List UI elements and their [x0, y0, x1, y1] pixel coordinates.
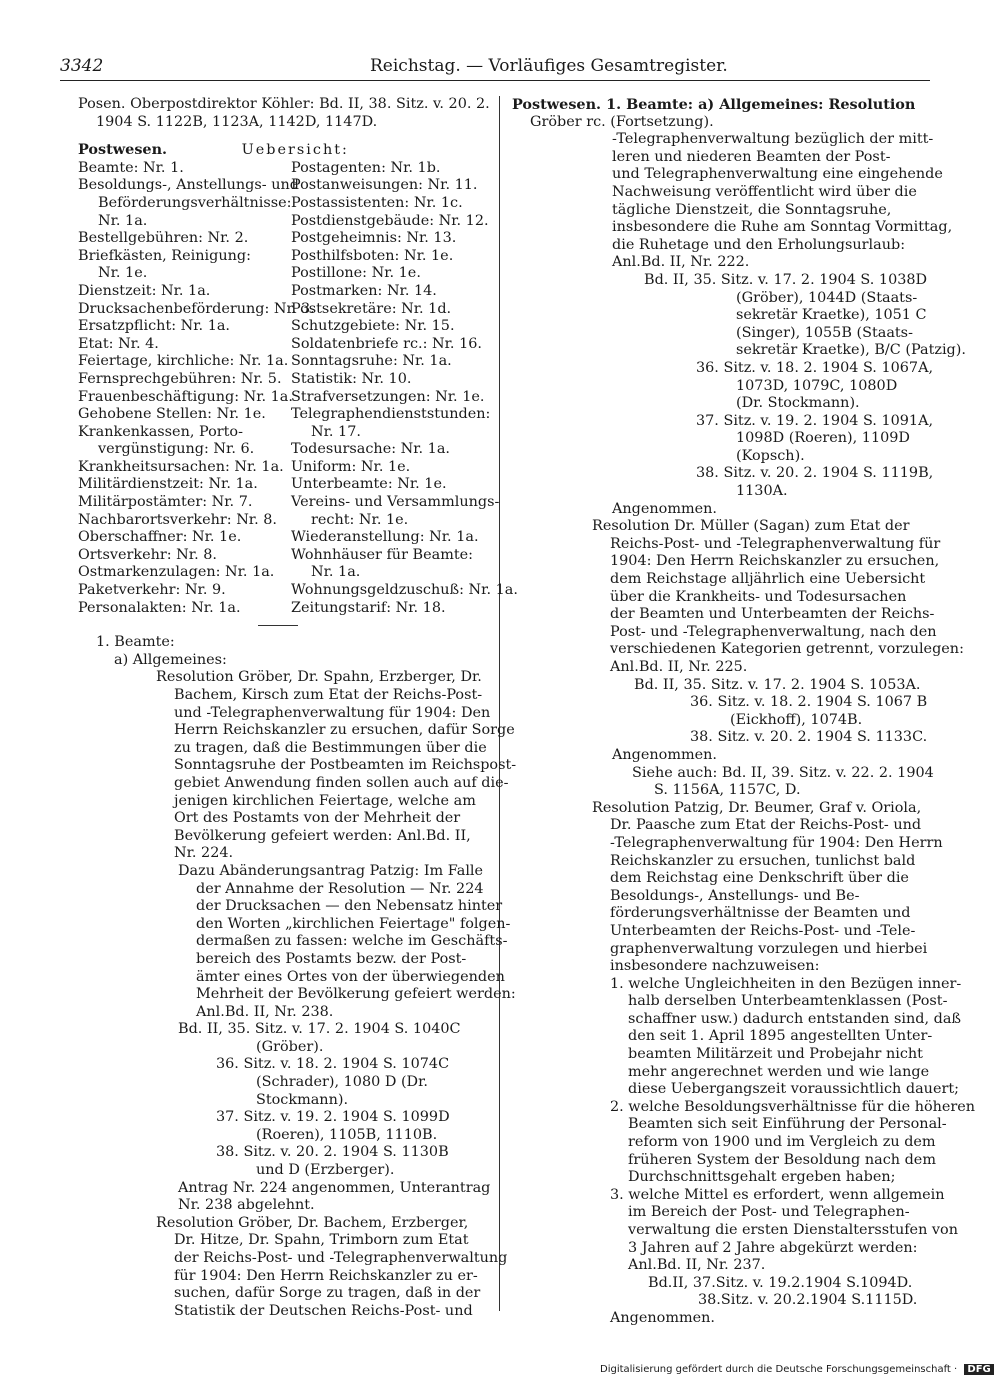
continuation-heading: Gröber rc. (Fortsetzung). [530, 113, 714, 130]
reference-line: 1098D (Roeren), 1109D [736, 430, 910, 447]
text-line: -Telegraphenverwaltung bezüglich der mitt- [612, 131, 934, 148]
outcome-line: Antrag Nr. 224 angenommen, Unterantrag [178, 1179, 491, 1196]
index-entry: Nr. 1a. [98, 212, 148, 229]
uebersicht-label: Uebersicht: [241, 142, 349, 159]
reference-line: (Roeren), 1105B, 1110B. [256, 1126, 438, 1143]
index-entry: Feiertage, kirchliche: Nr. 1a. [78, 353, 289, 370]
index-entry: Postagenten: Nr. 1b. [291, 159, 441, 176]
index-entry: Ersatzpflicht: Nr. 1a. [78, 318, 231, 335]
outcome-note: Angenommen. [610, 1309, 715, 1326]
reference-line: (Gröber). [256, 1038, 324, 1055]
item-line: 3 Jahren auf 2 Jahre abgekürzt werden: [628, 1239, 918, 1256]
index-entry: Uniform: Nr. 1e. [291, 458, 411, 475]
page-number: 3342 [60, 56, 104, 76]
index-entry: recht: Nr. 1e. [311, 511, 409, 528]
item-line: diese Uebergangszeit voraussichtlich dauert; [628, 1081, 959, 1098]
resolution-line: der Beamten und Unterbeamten der Reichs- [610, 606, 935, 623]
item-line: Beamten sich seit Einführung der Personal- [628, 1116, 947, 1133]
index-entry: Postassistenten: Nr. 1c. [291, 194, 463, 211]
section-heading: 1. Beamte: [96, 634, 175, 651]
amendment-line: bereich des Postamts bezw. der Post- [196, 950, 467, 967]
outcome-line: Nr. 238 abgelehnt. [178, 1197, 315, 1214]
reference-line: sekretär Kraetke), 1051 C [736, 307, 927, 324]
session-references [512, 677, 930, 747]
index-entry: Wohnhäuser für Beamte: [291, 546, 473, 563]
amendment-patzig [78, 862, 516, 1021]
uebersicht-index [78, 159, 518, 617]
index-entry: Postillone: Nr. 1e. [291, 265, 421, 282]
index-entry: Fernsprechgebühren: Nr. 5. [78, 370, 282, 387]
reference-line: 38. Sitz. v. 20. 2. 1904 S. 1130B [216, 1144, 449, 1161]
index-entry: Ortsverkehr: Nr. 8. [78, 546, 217, 563]
resolution-line: Reichskanzler zu ersuchen, tunlichst bald [610, 852, 916, 869]
index-entry: Krankenkassen, Porto- [78, 423, 243, 440]
resolution-line: suchen, dafür Sorge zu tragen, daß in der [174, 1285, 481, 1302]
outcome-note [78, 1179, 491, 1215]
posen-line: Posen. Oberpostdirektor Köhler: Bd. II, 38. Sitz. v. 20. 2. [78, 96, 490, 112]
resolution-line: über die Krankheits- und Todesursachen [610, 588, 907, 605]
reference-line: (Dr. Stockmann). [736, 395, 860, 412]
index-entry: Militärdienstzeit: Nr. 1a. [78, 476, 258, 493]
index-entry: Ostmarkenzulagen: Nr. 1a. [78, 564, 275, 581]
text-line: die Ruhetage und den Erholungsurlaub: [612, 236, 906, 253]
resolution-line: förderungsverhältnisse der Beamten und [610, 905, 911, 922]
posen-line: 1904 S. 1122B, 1123A, 1142D, 1147D. [96, 113, 378, 130]
reference-line: 38. Sitz. v. 20. 2. 1904 S. 1119B, [696, 465, 934, 482]
resolution-line: Resolution Gröber, Dr. Spahn, Erzberger, Dr. [156, 669, 482, 686]
outcome-note: Angenommen. [612, 746, 717, 763]
reference-line: (Singer), 1055B (Staats- [736, 324, 913, 341]
index-entry: vergünstigung: Nr. 6. [98, 441, 255, 458]
resolution-line: für 1904: Den Herrn Reichskanzler zu er- [174, 1267, 478, 1284]
index-entry: Gehobene Stellen: Nr. 1e. [78, 406, 266, 423]
reference-line: und D (Erzberger). [256, 1162, 395, 1179]
item-line: reform von 1900 und im Vergleich zu dem [628, 1134, 936, 1151]
resolution-line: Anl.Bd. II, Nr. 225. [610, 659, 748, 675]
column-divider [499, 96, 500, 1311]
resolution-line: Resolution Patzig, Dr. Beumer, Graf v. Oriola, [592, 799, 922, 816]
posen-entry [78, 96, 488, 131]
reference-line: (Kopsch). [736, 447, 805, 464]
reference-line: (Eickhoff), 1074B. [730, 711, 863, 728]
resolution-line: dem Reichstage alljährlich eine Uebersicht [610, 571, 926, 588]
index-entry: Drucksachenbeförderung: Nr. 3. [78, 300, 315, 317]
resolution-line: gebiet Anwendung finden sollen auch auf die- [174, 774, 509, 791]
reference-line: 36. Sitz. v. 18. 2. 1904 S. 1067 B [690, 694, 928, 711]
reference-line: 36. Sitz. v. 18. 2. 1904 S. 1067A, [696, 359, 934, 376]
resolution-line: -Telegraphenverwaltung für 1904: Den Herrn [610, 834, 943, 851]
item-line: Durchschnittsgehalt ergeben haben; [628, 1169, 896, 1186]
resolution-line: verschiedenen Kategorien getrennt, vorzulegen: [610, 641, 964, 658]
resolution-line: Unterbeamten der Reichs-Post- und -Tele- [610, 922, 916, 939]
index-entry: Oberschaffner: Nr. 1e. [78, 529, 242, 546]
index-entry: Posthilfsboten: Nr. 1e. [291, 247, 454, 264]
index-entry: Schutzgebiete: Nr. 15. [291, 318, 455, 335]
reference-line: Bd.II, 37.Sitz. v. 19.2.1904 S.1094D. [648, 1274, 913, 1291]
see-also-line: S. 1156A, 1157C, D. [654, 782, 801, 799]
index-entry: Nachbarortsverkehr: Nr. 8. [78, 511, 277, 528]
index-entry: Nr. 1e. [98, 265, 148, 282]
text-line: leren und niederen Beamten der Post- [612, 148, 891, 165]
reference-line: Bd. II, 35. Sitz. v. 17. 2. 1904 S. 1040C [178, 1021, 461, 1038]
postwesen-heading: Postwesen. [78, 141, 168, 159]
resolution-line: Bachem, Kirsch zum Etat der Reichs-Post- [174, 687, 483, 703]
text-line: Anl.Bd. II, Nr. 222. [612, 254, 750, 271]
index-entry: Soldatenbriefe rc.: Nr. 16. [291, 335, 482, 352]
index-entry: Beförderungsverhältnisse: [98, 194, 292, 211]
left-column [78, 96, 518, 1320]
index-entry: Wiederanstellung: Nr. 1a. [291, 529, 479, 546]
session-references [512, 271, 966, 501]
see-also [512, 764, 934, 800]
reference-line: 1073D, 1079C, 1080D [736, 377, 898, 394]
see-also-line: Siehe auch: Bd. II, 39. Sitz. v. 22. 2. 1904 [632, 764, 934, 781]
reference-line: Bd. II, 35. Sitz. v. 17. 2. 1904 S. 1038D [644, 271, 928, 288]
index-entry: Dienstzeit: Nr. 1a. [78, 282, 211, 299]
page-header [60, 56, 940, 82]
amendment-line: den Worten „kirchlichen Feiertage" folgen- [196, 915, 511, 932]
resolution-line: Reichs-Post- und -Telegraphenverwaltung für [610, 535, 941, 552]
resolution-line: Statistik der Deutschen Reichs-Post- und [174, 1302, 473, 1319]
index-entry: Krankheitsursachen: Nr. 1a. [78, 458, 284, 475]
text-line: tägliche Dienstzeit, die Sonntagsruhe, [612, 201, 892, 218]
index-entry: Briefkästen, Reinigung: [78, 247, 251, 264]
text-line: Nachweisung veröffentlicht wird über die [612, 183, 917, 200]
item-line: 1. welche Ungleichheiten in den Bezügen inner- [610, 975, 962, 992]
resolution-line: insbesondere nachzuweisen: [610, 958, 820, 975]
item-line: im Bereich der Post- und Telegraphen- [628, 1204, 910, 1221]
reference-line: 1130A. [736, 483, 788, 500]
amendment-line: der Drucksachen — den Nebensatz hinter [196, 898, 503, 915]
index-entry: Etat: Nr. 4. [78, 335, 159, 352]
index-entry: Vereins- und Versammlungs- [291, 494, 500, 511]
reference-line: Bd. II, 35. Sitz. v. 17. 2. 1904 S. 1053A. [634, 676, 921, 693]
resolution-line: jenigen kirchlichen Feiertage, welche am [174, 792, 476, 809]
running-head: Reichstag. — Vorläufiges Gesamtregister. [370, 56, 728, 76]
resolution-patzig [512, 799, 943, 976]
index-entry: Strafversetzungen: Nr. 1e. [291, 388, 485, 405]
reference-line: (Gröber), 1044D (Staats- [736, 289, 918, 306]
footer-text: Digitalisierung gefördert durch die Deutsche Forschungsgemeinschaft · [600, 1364, 958, 1375]
item-line: 2. welche Besoldungsverhältnisse für die höheren [610, 1098, 976, 1115]
resolution-line: Besoldungs-, Anstellungs- und Be- [610, 887, 860, 904]
index-entry: Wohnungsgeldzuschuß: Nr. 1a. [291, 582, 518, 599]
reference-line: sekretär Kraetke), B/C (Patzig). [736, 342, 966, 359]
dfg-logo: DFG [964, 1364, 993, 1375]
resolution-line: Dr. Paasche zum Etat der Reichs-Post- und [610, 817, 922, 834]
reference-line: 38. Sitz. v. 20. 2. 1904 S. 1133C. [690, 729, 928, 746]
text-line: insbesondere die Ruhe am Sonntag Vormittag, [612, 219, 953, 236]
resolution-line: Dr. Hitze, Dr. Spahn, Trimborn zum Etat [174, 1232, 469, 1249]
index-entry: Militärpostämter: Nr. 7. [78, 494, 253, 511]
item-line: den seit 1. April 1895 angestellten Unter- [628, 1028, 933, 1045]
subsection-heading: a) Allgemeines: [114, 651, 227, 668]
resolution-line: Bevölkerung gefeiert werden: Anl.Bd. II, [174, 827, 471, 844]
resolution-line: zu tragen, daß die Bestimmungen über die [174, 739, 487, 756]
index-entry: Sonntagsruhe: Nr. 1a. [291, 353, 452, 370]
reference-line: (Schrader), 1080 D (Dr. [256, 1074, 428, 1091]
digitization-footer [600, 1364, 991, 1378]
text-line: und Telegraphenverwaltung eine eingehende [612, 166, 943, 183]
session-references [512, 1275, 930, 1310]
index-entry: Beamte: Nr. 1. [78, 159, 184, 176]
index-entry: Telegraphendienststunden: [291, 406, 491, 423]
amendment-line: Mehrheit der Bevölkerung gefeiert werden: [196, 986, 516, 1003]
numbered-item [512, 975, 962, 1099]
resolution-groeber-sonntagsruhe [78, 669, 517, 863]
item-line: früheren System der Besoldung nach dem [628, 1151, 936, 1168]
resolution-line: Sonntagsruhe der Postbeamten im Reichspost- [174, 757, 517, 774]
index-entry: Frauenbeschäftigung: Nr. 1a. [78, 388, 293, 405]
amendment-line: der Annahme der Resolution — Nr. 224 [196, 880, 484, 897]
resolution-groeber-statistik [78, 1214, 508, 1321]
index-entry: Besoldungs-, Anstellungs- und [78, 177, 299, 194]
item-line: schaffner usw.) dadurch entstanden sind, daß [628, 1010, 962, 1027]
reference-line: 36. Sitz. v. 18. 2. 1904 S. 1074C [216, 1056, 450, 1073]
reference-line: 37. Sitz. v. 19. 2. 1904 S. 1099D [216, 1109, 450, 1126]
index-entry: Unterbeamte: Nr. 1e. [291, 476, 447, 493]
amendment-line: ämter eines Ortes von der überwiegenden [196, 968, 505, 985]
numbered-item [512, 1098, 976, 1187]
continuation-text [512, 131, 953, 272]
index-entry: Todesursache: Nr. 1a. [291, 441, 450, 458]
outcome-note: Angenommen. [612, 500, 717, 517]
session-references [78, 1021, 488, 1179]
resolution-line: Herrn Reichskanzler zu ersuchen, dafür Sorge [174, 722, 515, 739]
reference-line: 38.Sitz. v. 20.2.1904 S.1115D. [698, 1292, 918, 1309]
index-entry: Nr. 17. [311, 423, 361, 440]
resolution-line: Resolution Gröber, Dr. Bachem, Erzberger, [156, 1214, 469, 1231]
resolution-line: Resolution Dr. Müller (Sagan) zum Etat der [592, 518, 910, 535]
resolution-line: dem Reichstag eine Denkschrift über die [610, 870, 909, 887]
index-entry: Postsekretäre: Nr. 1d. [291, 300, 452, 317]
amendment-line: dermaßen zu fassen: welche im Geschäfts- [196, 933, 508, 950]
section-divider [258, 625, 298, 626]
resolution-line: der Reichs-Post- und -Telegraphenverwaltung [174, 1250, 508, 1266]
resolution-mueller [512, 518, 964, 676]
amendment-line: Anl.Bd. II, Nr. 238. [196, 1003, 334, 1020]
item-line: verwaltung die ersten Dienstaltersstufen von [628, 1222, 958, 1238]
right-column [512, 96, 976, 1328]
numbered-item [512, 1186, 958, 1275]
item-line: mehr angerechnet werden und wie lange [628, 1063, 930, 1080]
index-entry: Personalakten: Nr. 1a. [78, 599, 241, 616]
resolution-line: graphenverwaltung vorzulegen und hierbei [610, 940, 928, 957]
header-rule [60, 80, 930, 81]
item-line: 3. welche Mittel es erfordert, wenn allgemein [610, 1186, 945, 1203]
item-line: halb derselben Unterbeamtenklassen (Post- [628, 993, 948, 1010]
resolution-line: Ort des Postamts von der Mehrheit der [174, 810, 461, 827]
resolution-line: und -Telegraphenverwaltung für 1904: Den [174, 704, 491, 721]
index-entry: Paketverkehr: Nr. 9. [78, 582, 226, 599]
resolution-line: Nr. 224. [174, 845, 234, 862]
index-entry: Postmarken: Nr. 14. [291, 282, 437, 299]
index-entry: Postgeheimnis: Nr. 13. [291, 230, 457, 247]
index-entry: Postdienstgebäude: Nr. 12. [291, 212, 489, 229]
index-entry: Bestellgebühren: Nr. 2. [78, 230, 249, 247]
amendment-line: Dazu Abänderungsantrag Patzig: Im Falle [178, 862, 484, 879]
reference-line: 37. Sitz. v. 19. 2. 1904 S. 1091A, [696, 412, 934, 429]
postwesen-heading-row [78, 141, 488, 160]
resolution-line: 1904: Den Herrn Reichskanzler zu ersuchen, [610, 553, 940, 570]
item-line: beamten Militärzeit und Probejahr nicht [628, 1046, 923, 1063]
index-entry: Zeitungstarif: Nr. 18. [291, 599, 446, 616]
index-entry: Statistik: Nr. 10. [291, 370, 412, 387]
reference-line: Stockmann). [256, 1091, 349, 1108]
index-entry: Postanweisungen: Nr. 11. [291, 177, 478, 194]
index-entry: Nr. 1a. [311, 564, 361, 581]
resolution-line: Post- und -Telegraphenverwaltung, nach den [610, 623, 937, 640]
continuation-heading: Postwesen. 1. Beamte: a) Allgemeines: Resolution [512, 96, 916, 113]
item-line: Anl.Bd. II, Nr. 237. [628, 1257, 766, 1274]
